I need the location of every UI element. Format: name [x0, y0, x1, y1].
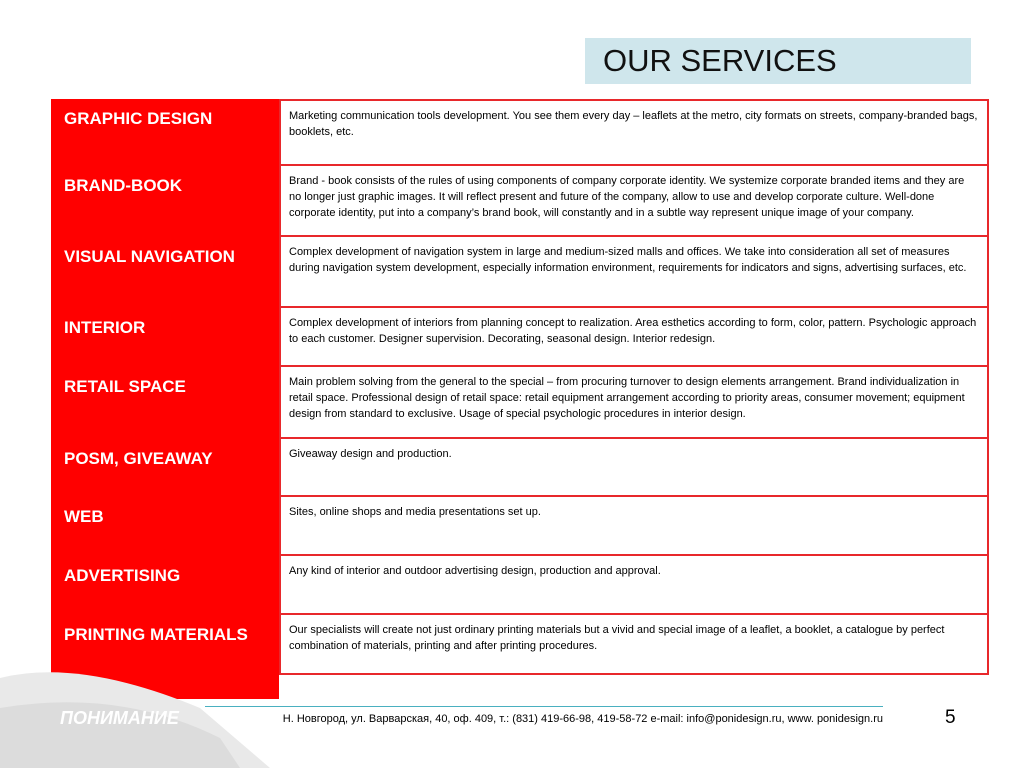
service-description: Our specialists will create not just ordinary printing materials but a vivid and special image of a leaflet, a booklet, a catalogue by perfect combination of materials, printing and after printing procedures. — [281, 615, 987, 672]
page-number: 5 — [945, 707, 956, 728]
footer-divider — [205, 706, 883, 707]
service-description: Giveaway design and production. — [281, 439, 987, 494]
footer-contacts: Н. Новгород, ул. Варварская, 40, оф. 409, т.: (831) 419-66-98, 419-58-72 e-mail: info@ponidesign.ru, www. ponidesign.ru — [282, 713, 883, 725]
service-label: RETAIL SPACE — [64, 377, 186, 396]
service-row-web — [51, 497, 989, 555]
logo-wordmark: ПОНИМАНИЕ — [60, 708, 179, 728]
service-row-graphic-design — [51, 99, 989, 165]
service-label: INTERIOR — [64, 318, 146, 337]
service-description: Main problem solving from the general to the special – from procuring turnover to design elements arrangement. Brand individualization in retail space. Professional design of retail space: retail equipment arrangement according to priority areas, consumer movement; equipment design from standard to exclusive. Usage of special psychologic procedures in interior design. — [281, 367, 987, 436]
service-row-posm-giveaway — [51, 439, 989, 496]
service-row-printing-materials — [51, 615, 989, 673]
service-description: Complex development of navigation system in large and medium-sized malls and offices. We take into consideration all set of measures during navigation system development, especially information environment, requirements for indicators and signs, advertising surfaces, etc. — [281, 237, 987, 305]
service-label: WEB — [64, 507, 104, 526]
service-label: GRAPHIC DESIGN — [64, 109, 213, 128]
service-label: ADVERTISING — [64, 566, 181, 585]
service-row-retail-space — [51, 367, 989, 438]
service-row-brand-book — [51, 166, 989, 236]
service-label: BRAND-BOOK — [64, 176, 183, 195]
service-label: PRINTING MATERIALS — [64, 625, 248, 644]
slide-title: OUR SERVICES — [603, 43, 837, 78]
service-row-advertising — [51, 556, 989, 614]
service-description: Any kind of interior and outdoor advertising design, production and approval. — [281, 556, 987, 612]
service-description: Complex development of interiors from planning concept to realization. Area esthetics according to form, color, pattern. Psychologic approach to each customer. Designer supervision. Decorating, seasonal design. Interior redesign. — [281, 308, 987, 364]
service-row-visual-navigation — [51, 237, 989, 307]
service-description: Marketing communication tools development. You see them every day – leaflets at the metro, city formats on streets, company-branded bags, booklets, etc. — [281, 101, 987, 163]
slide-title-box — [585, 38, 971, 84]
service-row-interior — [51, 308, 989, 366]
service-label: VISUAL NAVIGATION — [64, 247, 235, 266]
service-label: POSM, GIVEAWAY — [64, 449, 213, 468]
service-description: Sites, online shops and media presentations set up. — [281, 497, 987, 553]
service-description: Brand - book consists of the rules of using components of company corporate identity. We systemize corporate branded items and they are no longer just graphic images. It will reflect present and future of the company, allow to use and develop corporate culture. Well-done corporate identity, put into a company’s brand book, will constantly and in a subtle way represent unique image of your company. — [281, 166, 987, 234]
